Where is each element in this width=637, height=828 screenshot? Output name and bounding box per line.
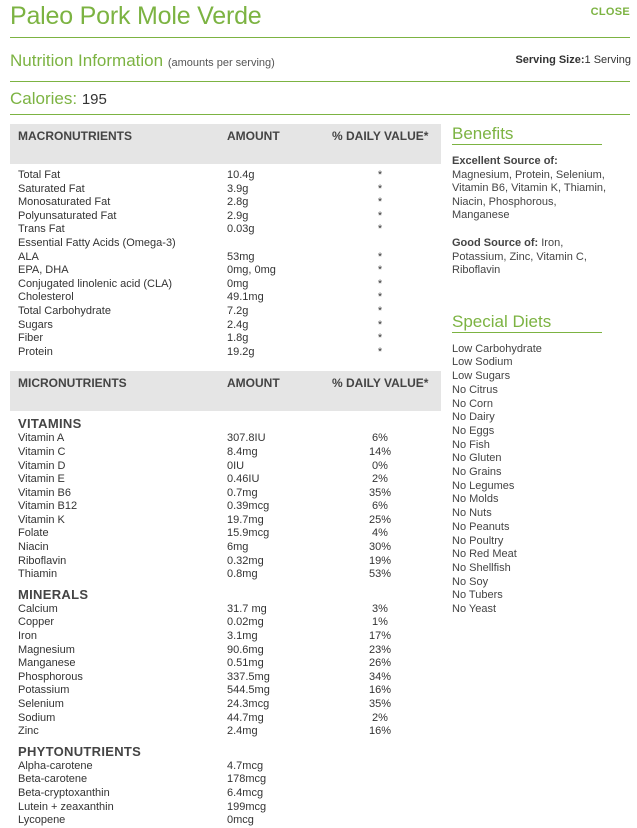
table-row: [10, 237, 441, 251]
diet-item: No Dairy: [452, 411, 495, 424]
nutrient-name: Trans Fat: [18, 223, 65, 236]
nutrient-name: Lycopene: [18, 814, 66, 827]
nutrient-name: Folate: [18, 527, 49, 540]
nutrient-amount: 15.9mcg: [227, 527, 270, 540]
nutrient-amount: 7.2g: [227, 304, 249, 317]
nutrient-daily-value: *: [377, 169, 383, 181]
nutrient-amount: 0.39mcg: [227, 500, 270, 513]
nutrient-amount: 10.4g: [227, 169, 255, 181]
excellent-source-text: Magnesium, Protein, Selenium, Vitamin B6, Vitamin K, Thiamin, Niacin, Phosphorous, Manganese: [452, 168, 607, 222]
nutrient-amount: 0mcg: [227, 814, 254, 827]
good-source-text: Iron, Potassium, Zinc, Vitamin C, Riboflavin: [452, 236, 587, 277]
column-daily-value-header: % DAILY VALUE*: [332, 376, 429, 391]
nutrient-daily-value: 2%: [372, 473, 388, 486]
nutrient-daily-value: *: [377, 182, 383, 195]
nutrient-amount: 6.4mcg: [227, 786, 264, 799]
nutrient-name: ALA: [18, 250, 39, 263]
calories: [10, 89, 107, 109]
diet-item: No Soy: [452, 575, 489, 588]
vitamins-title: VITAMINS: [18, 416, 82, 432]
nutrient-amount: 0.7mg: [227, 486, 258, 499]
table-row: [10, 712, 441, 726]
nutrient-amount: 0.32mg: [227, 554, 264, 567]
table-row: [10, 183, 441, 197]
nutrient-amount: 0.02mg: [227, 616, 264, 629]
macronutrients-header: [10, 124, 441, 164]
nutrient-amount: 2.4g: [227, 318, 249, 331]
nutrient-amount: 8.4mg: [227, 445, 258, 458]
table-row: [10, 487, 441, 501]
divider: [10, 81, 630, 82]
diet-item: No Gluten: [452, 452, 502, 465]
nutrient-amount: 2.4mg: [227, 725, 258, 738]
nutrient-name: Vitamin B6: [18, 486, 71, 499]
nutrient-name: Conjugated linolenic acid (CLA): [18, 277, 173, 290]
nutrient-amount: 0.46IU: [227, 473, 260, 486]
nutrient-name: Sugars: [18, 318, 53, 331]
nutrient-name: Essential Fatty Acids (Omega-3): [18, 236, 176, 249]
nutrition-heading: [10, 51, 275, 71]
diet-item: No Yeast: [452, 603, 497, 616]
nutrient-name: Saturated Fat: [18, 182, 85, 195]
nutrient-name: Manganese: [18, 657, 76, 670]
table-row: [10, 657, 441, 671]
nutrient-name: Lutein + zeaxanthin: [18, 800, 114, 813]
nutrient-daily-value: *: [377, 277, 383, 290]
benefits-title: Benefits: [452, 124, 602, 145]
nutrient-name: Calcium: [18, 602, 58, 615]
nutrient-amount: 0mg: [227, 277, 249, 290]
nutrient-amount: 337.5mg: [227, 670, 270, 683]
column-name-header: MACRONUTRIENTS: [18, 129, 132, 143]
phytonutrients-title: PHYTONUTRIENTS: [18, 743, 142, 759]
diet-item: No Molds: [452, 493, 499, 506]
nutrient-name: Potassium: [18, 684, 70, 697]
nutrient-name: Alpha-carotene: [18, 759, 93, 772]
serving-size-value: 1 Serving: [584, 54, 631, 66]
table-row: [10, 671, 441, 685]
nutrient-amount: 90.6mg: [227, 643, 264, 656]
table-row: [10, 630, 441, 644]
table-row: [10, 616, 441, 630]
table-row: [10, 473, 441, 487]
diet-item: Low Sodium: [452, 356, 513, 369]
nutrient-name: Selenium: [18, 698, 64, 710]
nutrient-amount: 44.7mg: [227, 711, 264, 724]
nutrient-daily-value: 2%: [372, 711, 388, 724]
nutrient-daily-value: *: [377, 318, 383, 331]
diet-item: No Citrus: [452, 383, 498, 396]
table-row: [10, 698, 441, 712]
table-row: [10, 773, 441, 787]
diet-item: Low Carbohydrate: [452, 342, 542, 355]
nutrient-amount: 24.3mcg: [227, 698, 270, 710]
nutrient-amount: 1.8g: [227, 332, 249, 345]
diet-item: No Fish: [452, 438, 490, 451]
nutrient-name: Vitamin D: [18, 459, 66, 472]
nutrient-name: Cholesterol: [18, 291, 74, 304]
table-row: [10, 603, 441, 617]
table-row: [10, 251, 441, 265]
table-row: [10, 332, 441, 346]
sidebar: [452, 124, 612, 617]
nutrient-name: Niacin: [18, 541, 49, 554]
nutrient-amount: 307.8IU: [227, 432, 266, 445]
column-name-header: MICRONUTRIENTS: [18, 376, 127, 391]
nutrient-daily-value: 3%: [372, 602, 388, 615]
nutrient-amount: 6mg: [227, 541, 249, 554]
table-row: [10, 725, 441, 739]
nutrient-name: Sodium: [18, 711, 56, 724]
macronutrients-list: [10, 164, 441, 359]
nutrient-amount: 0.8mg: [227, 568, 258, 581]
nutrient-daily-value: 53%: [368, 568, 392, 581]
nutrient-daily-value: 6%: [372, 500, 388, 513]
nutrient-amount: 199mcg: [227, 800, 267, 813]
nutrient-amount: 53mg: [227, 250, 255, 263]
table-row: [10, 760, 441, 774]
table-row: [10, 555, 441, 569]
nutrient-daily-value: 16%: [368, 684, 392, 697]
nutrient-daily-value: 35%: [368, 486, 392, 499]
nutrient-daily-value: *: [377, 264, 383, 277]
nutrient-amount: 544.5mg: [227, 684, 270, 697]
diet-item: Low Sugars: [452, 370, 511, 383]
divider: [10, 37, 630, 38]
table-row: [10, 644, 441, 658]
nutrient-amount: 31.7 mg: [227, 602, 267, 615]
nutrient-amount: 2.9g: [227, 209, 249, 222]
nutrient-daily-value: 23%: [368, 643, 392, 656]
nutrient-daily-value: 1%: [372, 616, 388, 629]
nutrient-daily-value: 19%: [368, 554, 392, 567]
nutrient-daily-value: *: [377, 304, 383, 317]
nutrient-name: Phosphorous: [18, 670, 83, 683]
nutrition-heading-label: Nutrition Information: [10, 51, 164, 70]
table-row: [10, 319, 441, 333]
minerals-title: MINERALS: [18, 586, 89, 602]
nutrient-amount: 3.9g: [227, 182, 249, 195]
table-row: [10, 210, 441, 224]
nutrient-daily-value: 14%: [368, 445, 392, 458]
good-source-label: Good Source of:: [452, 236, 539, 249]
table-row: [10, 787, 441, 801]
minerals-list: [10, 603, 441, 739]
nutrient-name: EPA, DHA: [18, 264, 69, 277]
nutrient-name: Fiber: [18, 332, 44, 345]
nutrient-amount: 0mg, 0mg: [227, 264, 276, 277]
diet-item: No Shellfish: [452, 562, 511, 574]
diet-item: No Nuts: [452, 507, 492, 520]
page-title: Paleo Pork Mole Verde: [10, 2, 262, 30]
nutrient-daily-value: 30%: [368, 541, 392, 554]
table-row: [10, 460, 441, 474]
diet-item: No Peanuts: [452, 520, 510, 533]
table-row: [10, 305, 441, 319]
special-diets-title: Special Diets: [452, 312, 602, 333]
nutrient-amount: 49.1mg: [227, 291, 264, 304]
diet-item: No Legumes: [452, 479, 515, 492]
nutrient-daily-value: *: [377, 209, 383, 222]
diet-item: No Grains: [452, 466, 502, 479]
nutrient-name: Magnesium: [18, 643, 75, 656]
divider: [10, 114, 630, 115]
table-row: [10, 196, 441, 210]
table-row: [10, 814, 441, 828]
nutrient-daily-value: *: [377, 223, 383, 236]
nutrient-amount: 4.7mcg: [227, 759, 264, 772]
table-row: [10, 684, 441, 698]
vitamins-list: [10, 432, 441, 582]
table-row: [10, 291, 441, 305]
nutrient-daily-value: 16%: [368, 725, 392, 738]
diet-item: No Corn: [452, 397, 493, 410]
nutrient-amount: 178mcg: [227, 773, 267, 786]
table-row: [10, 446, 441, 460]
nutrient-name: Copper: [18, 616, 55, 629]
diet-item: No Tubers: [452, 589, 503, 602]
nutrient-name: Beta-carotene: [18, 773, 88, 786]
nutrient-daily-value: *: [377, 332, 383, 345]
table-row: [10, 264, 441, 278]
diet-item: No Eggs: [452, 424, 495, 437]
column-amount-header: AMOUNT: [227, 376, 280, 391]
table-row: [10, 432, 441, 446]
nutrient-name: Protein: [18, 345, 53, 358]
nutrient-name: Polyunsaturated Fat: [18, 209, 117, 222]
nutrient-name: Monosaturated Fat: [18, 196, 111, 209]
nutrient-name: Zinc: [18, 725, 39, 738]
nutrient-amount: 0IU: [227, 459, 245, 472]
nutrient-name: Vitamin C: [18, 445, 66, 458]
nutrient-amount: 19.7mg: [227, 513, 264, 526]
nutrient-name: Total Fat: [18, 169, 61, 181]
table-row: [10, 346, 441, 360]
nutrient-amount: 3.1mg: [227, 630, 258, 643]
nutrient-name: Vitamin K: [18, 513, 65, 526]
serving-size: [515, 54, 631, 66]
nutrient-daily-value: 26%: [368, 657, 392, 670]
table-row: [10, 278, 441, 292]
nutrient-daily-value: 6%: [372, 432, 388, 445]
nutrition-subheading: (amounts per serving): [167, 57, 275, 69]
nutrient-daily-value: *: [377, 345, 383, 358]
nutrient-name: Total Carbohydrate: [18, 304, 111, 317]
nutrient-name: Vitamin E: [18, 473, 65, 486]
excellent-source-label: Excellent Source of:: [452, 155, 558, 167]
nutrient-daily-value: 35%: [368, 698, 392, 710]
nutrient-daily-value: 34%: [368, 670, 392, 683]
phytonutrients-list: [10, 760, 441, 828]
nutrient-name: Vitamin B12: [18, 500, 78, 513]
good-source: [452, 237, 612, 278]
calories-value: 195: [81, 91, 107, 108]
nutrient-name: Riboflavin: [18, 554, 67, 567]
diet-item: No Poultry: [452, 534, 504, 547]
nutrient-amount: 0.51mg: [227, 657, 264, 670]
nutrient-amount: 0.03g: [227, 223, 255, 236]
nutrient-daily-value: 0%: [372, 459, 388, 472]
nutrient-daily-value: *: [377, 196, 383, 209]
table-row: [10, 169, 441, 183]
table-row: [10, 568, 441, 582]
table-row: [10, 223, 441, 237]
nutrient-daily-value: 25%: [368, 513, 392, 526]
nutrition-table: [10, 124, 441, 828]
close-button[interactable]: CLOSE: [590, 6, 630, 18]
calories-label: Calories:: [10, 89, 78, 108]
spacer: [10, 359, 441, 371]
table-row: [10, 500, 441, 514]
nutrient-amount: 19.2g: [227, 345, 255, 358]
nutrient-name: Vitamin A: [18, 432, 65, 445]
nutrient-daily-value: *: [377, 291, 383, 304]
micronutrients-header: [10, 371, 441, 411]
column-daily-value-header: % DAILY VALUE*: [332, 129, 429, 143]
nutrient-daily-value: *: [377, 250, 383, 263]
column-amount-header: AMOUNT: [227, 129, 280, 143]
table-row: [10, 541, 441, 555]
nutrient-daily-value: 4%: [372, 527, 388, 540]
serving-size-label: Serving Size:: [515, 54, 585, 66]
nutrient-name: Thiamin: [18, 568, 58, 581]
nutrient-name: Beta-cryptoxanthin: [18, 786, 110, 799]
table-row: [10, 527, 441, 541]
table-row: [10, 514, 441, 528]
nutrient-name: Iron: [18, 630, 37, 643]
nutrient-daily-value: 17%: [368, 630, 392, 643]
nutrient-amount: 2.8g: [227, 196, 249, 209]
benefits-body: [452, 155, 612, 278]
table-row: [10, 801, 441, 815]
diet-item: No Red Meat: [452, 548, 517, 561]
special-diets-list: [452, 343, 612, 617]
